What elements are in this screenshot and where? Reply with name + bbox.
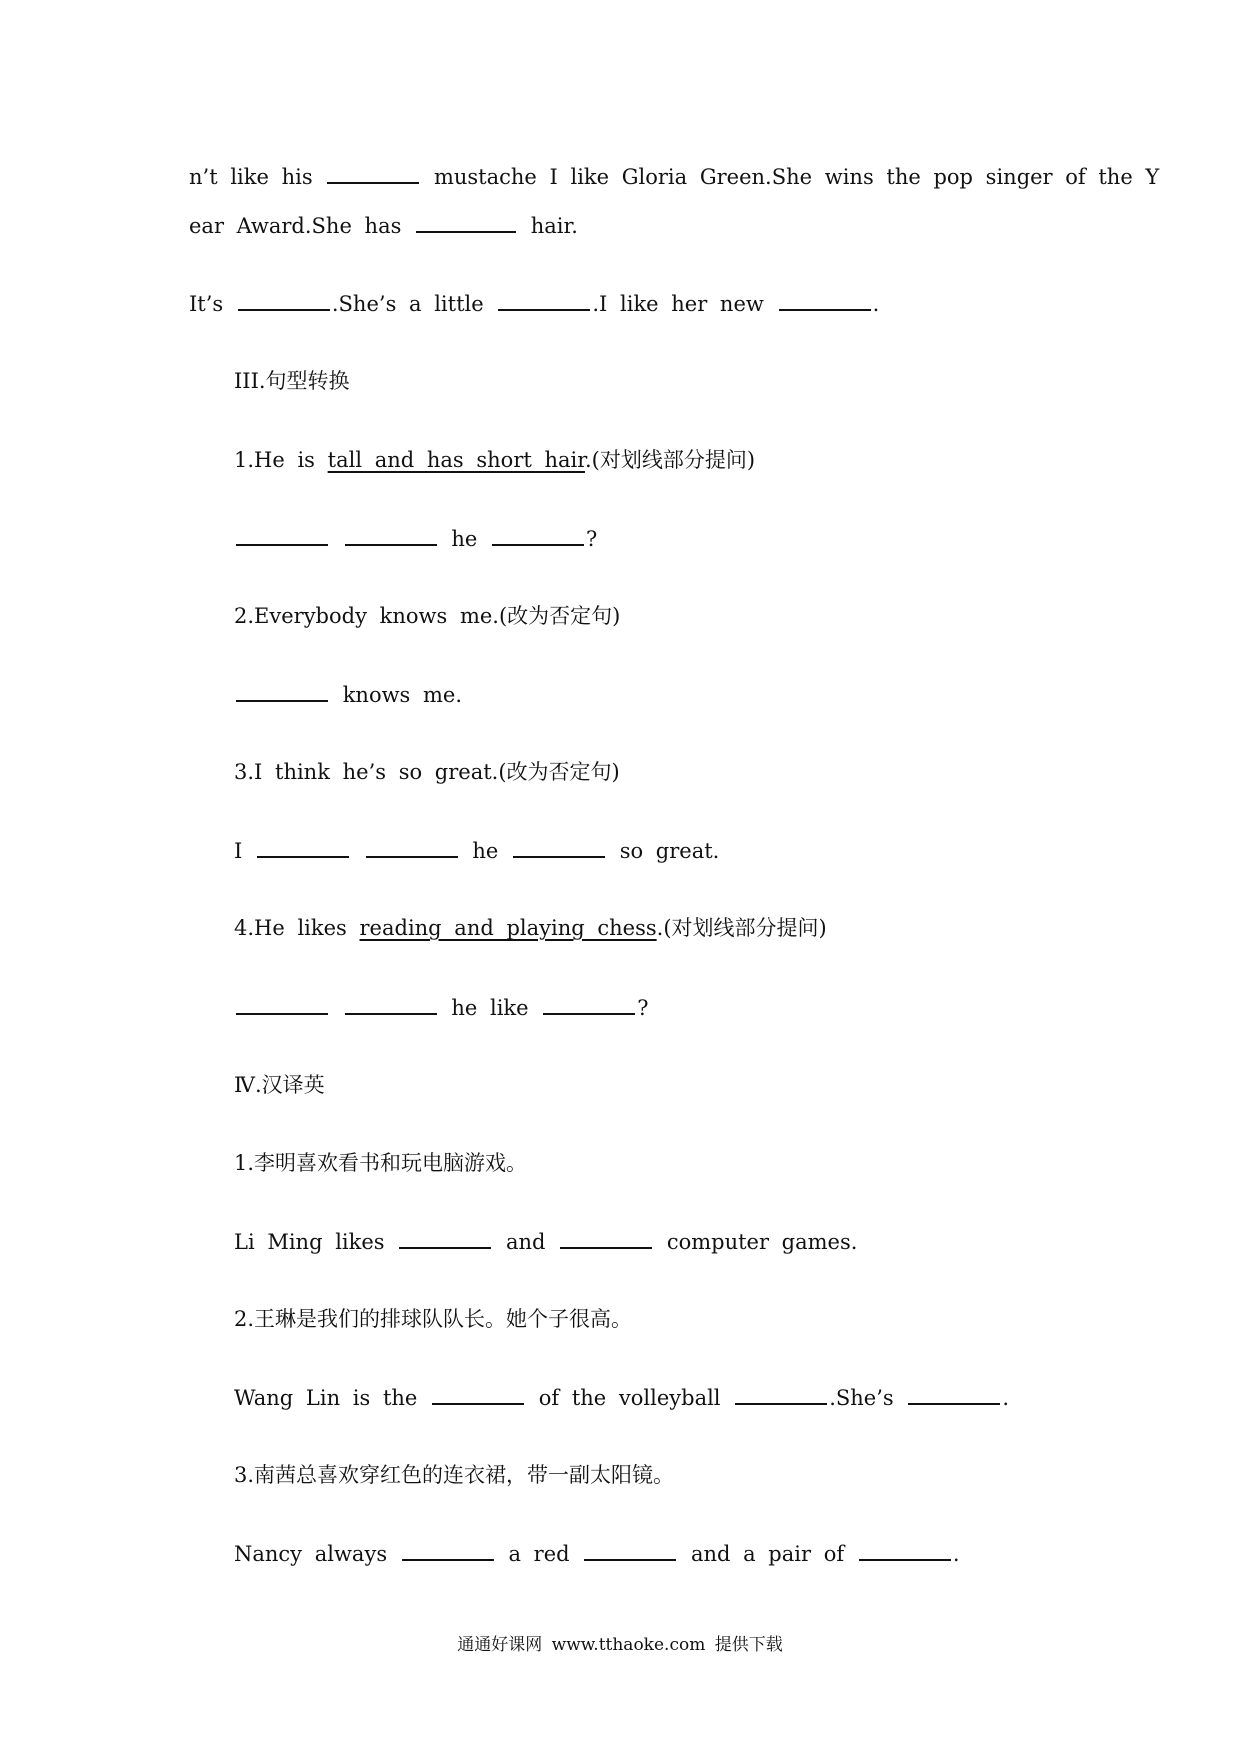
answer-blank[interactable] [432,1383,524,1405]
underlined-phrase: reading and playing chess [359,916,657,940]
answer-blank[interactable] [345,993,437,1015]
answer-blank[interactable] [560,1227,652,1249]
answer-blank[interactable] [345,524,437,546]
text: of the volleyball [538,1386,721,1410]
translation-answer-1 [234,1227,857,1256]
answer-blank[interactable] [327,162,419,184]
answer-blank[interactable] [908,1383,1000,1405]
text: and [505,1230,546,1254]
answer-blank[interactable] [735,1383,827,1405]
text: 4.He likes [234,916,347,940]
page-footer: 通通好课网 www.tthaoke.com 提供下载 [457,1635,783,1655]
text: mustache I like Gloria Green.She wins the pop singer of the Y [433,165,1160,189]
text: .I like her new [592,292,764,316]
answer-blank[interactable] [498,289,590,311]
translation-3: 3.南茜总喜欢穿红色的连衣裙，带一副太阳镜。 [234,1463,675,1487]
answer-blank[interactable] [779,289,871,311]
text: and a pair of [690,1542,845,1566]
section-title: Ⅳ.汉译英 [234,1073,325,1097]
answer-blank[interactable] [402,1539,494,1561]
text: . [1002,1386,1010,1410]
underlined-phrase: tall and has short hair [327,448,585,472]
answer-blank[interactable] [543,993,635,1015]
text: he like [451,996,529,1020]
text: knows me. [342,683,463,707]
text: . [952,1542,960,1566]
question-3: 3.I think he’s so great.(改为否定句) [234,760,620,784]
text: .She’s [829,1386,894,1410]
translation-1: 1.李明喜欢看书和玩电脑游戏。 [234,1151,528,1175]
translation-2: 2.王琳是我们的排球队队长。她个子很高。 [234,1307,633,1331]
text: he [472,839,499,863]
answer-line-4 [234,993,649,1022]
text: .(对划线部分提问) [584,448,756,472]
translation-answer-2 [234,1383,1009,1412]
answer-blank[interactable] [513,836,605,858]
answer-blank[interactable] [584,1539,676,1561]
section-title: III.句型转换 [234,369,350,393]
text: .(对划线部分提问) [656,916,827,940]
text: so great. [619,839,720,863]
question-1 [234,446,755,474]
answer-blank[interactable] [416,211,516,233]
text: .She’s a little [331,292,484,316]
answer-line-1 [234,524,597,553]
text-line [189,289,879,318]
answer-line-2 [234,680,462,709]
answer-blank[interactable] [238,289,330,311]
text: ear Award.She has [189,214,402,238]
translation-answer-3 [234,1539,960,1568]
text: n’t like his [189,165,313,189]
answer-blank[interactable] [236,524,328,546]
text: It’s [189,292,224,316]
text: . [872,292,880,316]
answer-blank[interactable] [236,993,328,1015]
text: computer games. [666,1230,858,1254]
text-line [189,211,578,240]
text: 1.He is [234,448,315,472]
text: Li Ming likes [234,1230,385,1254]
text: ? [637,996,649,1020]
text: ? [586,527,598,551]
answer-blank[interactable] [492,524,584,546]
text: a red [508,1542,570,1566]
text: Wang Lin is the [234,1386,418,1410]
text: he [451,527,478,551]
answer-line-3 [234,836,719,865]
answer-blank[interactable] [859,1539,951,1561]
question-4 [234,914,827,942]
answer-blank[interactable] [257,836,349,858]
text: Nancy always [234,1542,388,1566]
text: hair. [530,214,578,238]
text-line [189,162,1159,191]
answer-blank[interactable] [366,836,458,858]
answer-blank[interactable] [236,680,328,702]
question-2: 2.Everybody knows me.(改为否定句) [234,604,621,628]
text: I [234,839,243,863]
answer-blank[interactable] [399,1227,491,1249]
